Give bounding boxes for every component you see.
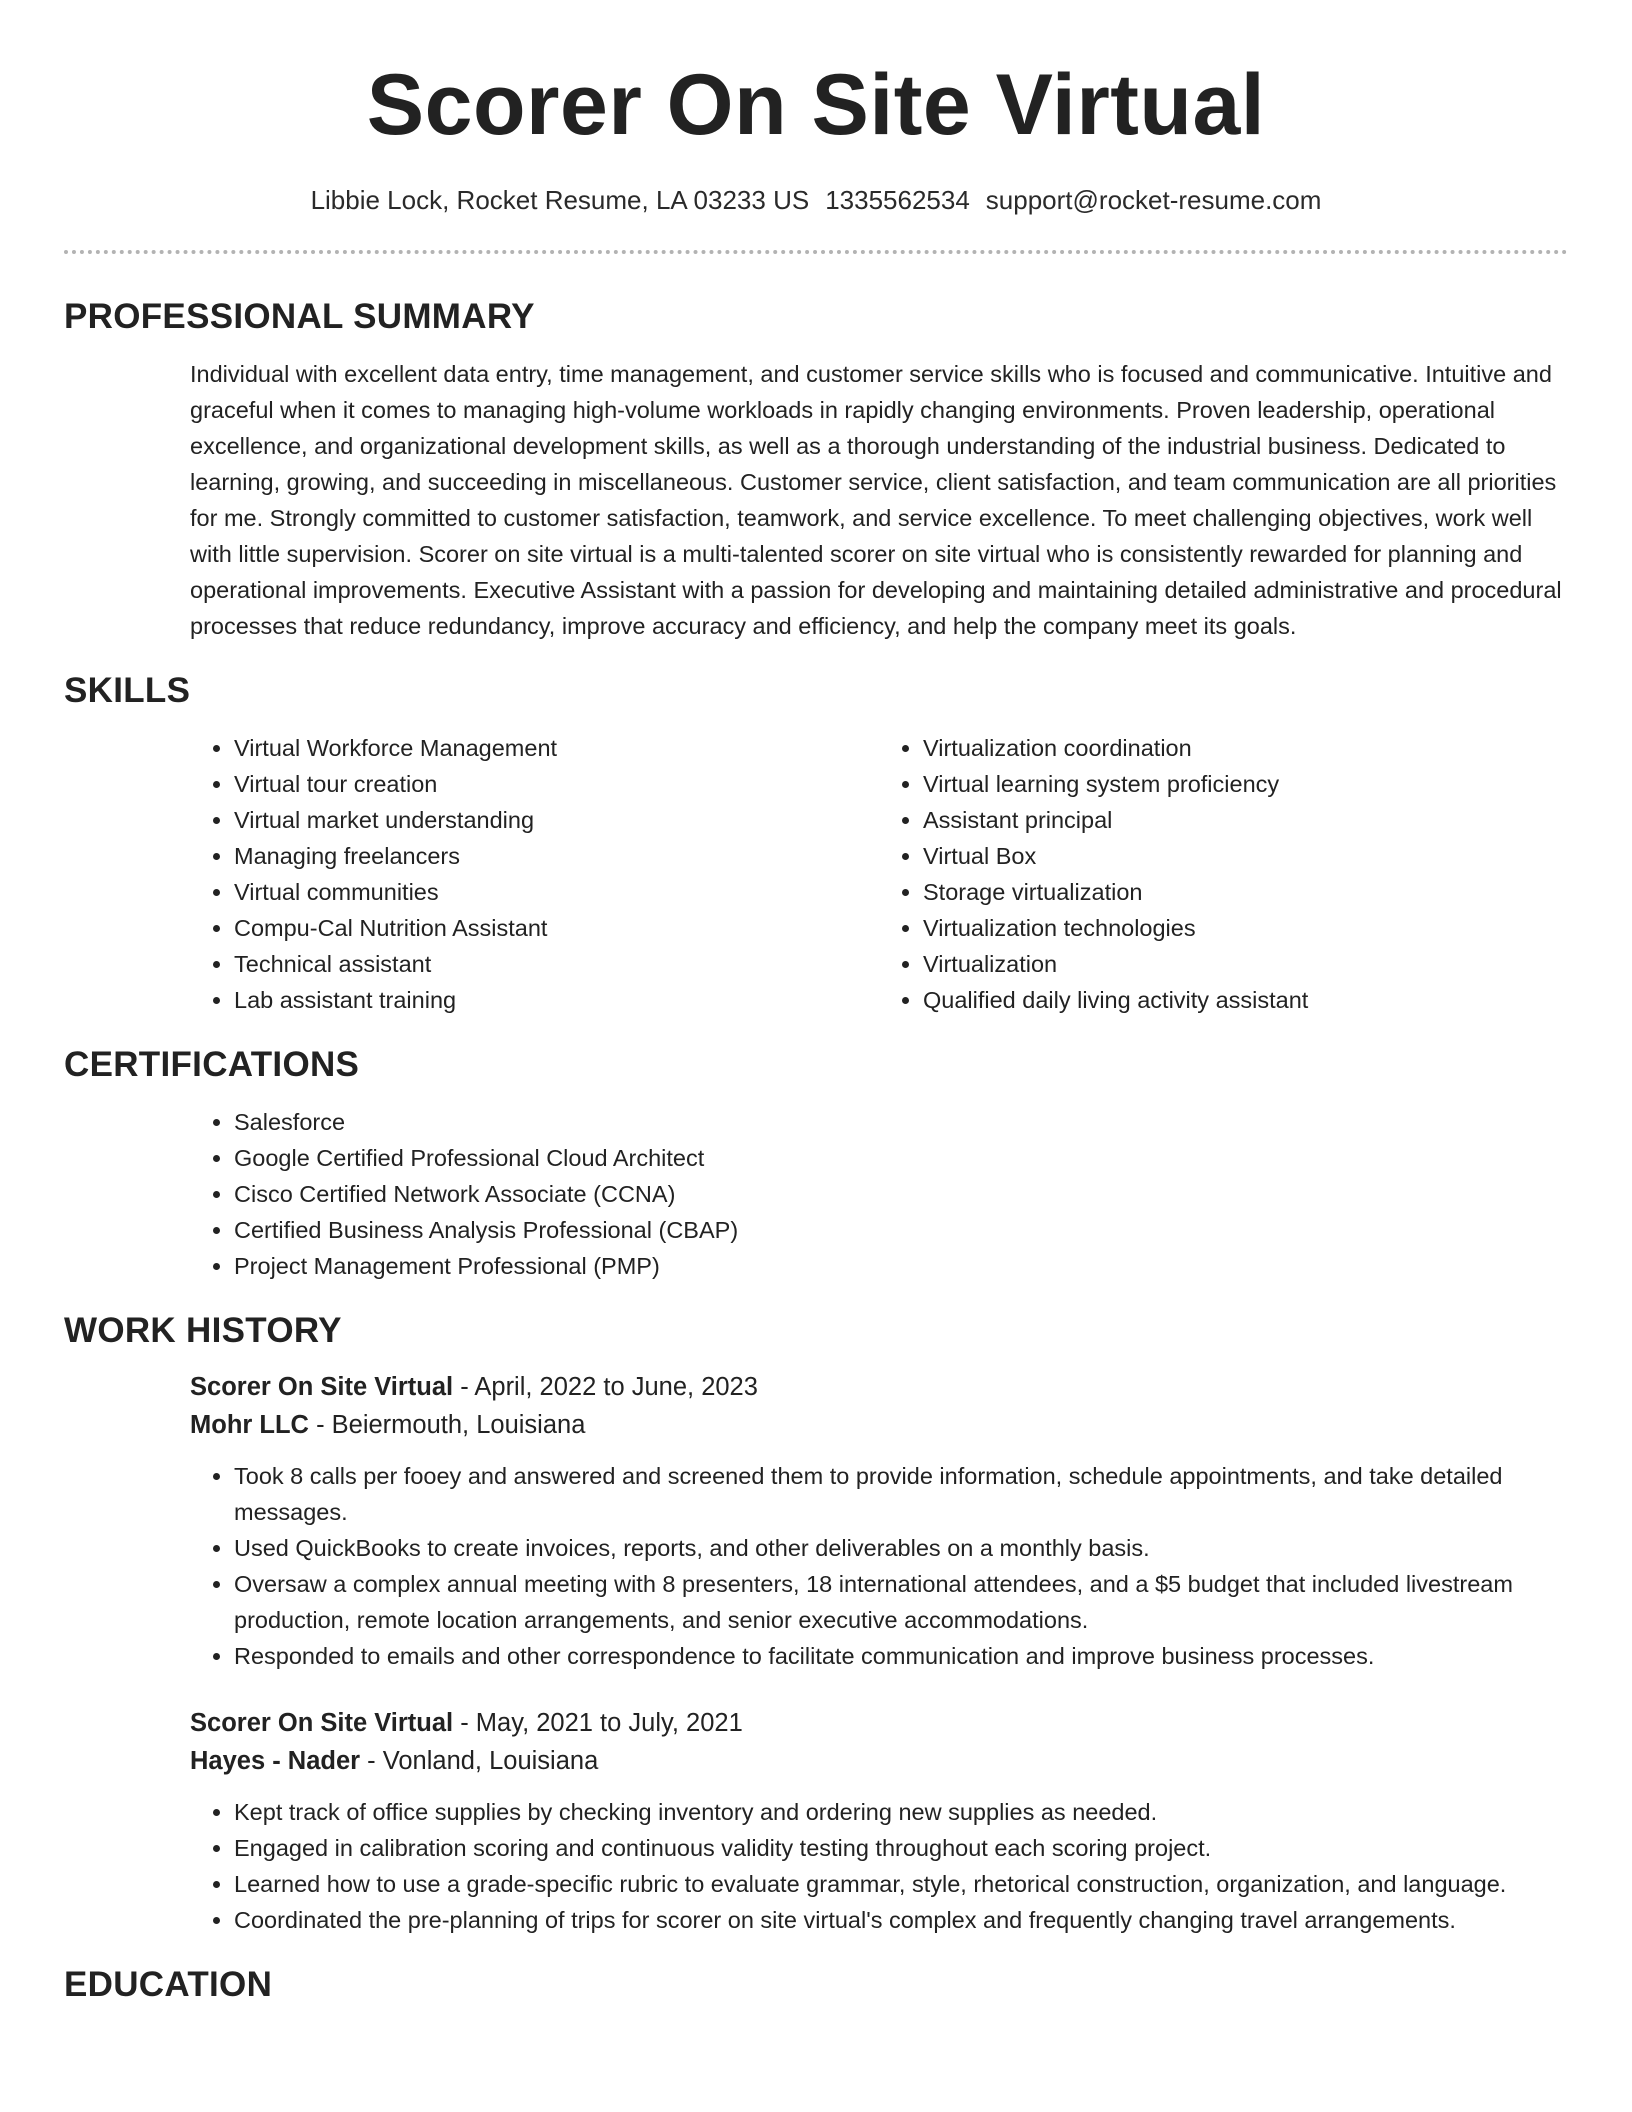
skill-item: • Virtualization xyxy=(923,946,1568,982)
job-duty: • Coordinated the pre-planning of trips for scorer on site virtual's complex and frequently changing travel arrangements. xyxy=(234,1902,1568,1938)
skill-item: • Virtual communities xyxy=(234,874,879,910)
certification-item: • Google Certified Professional Cloud Architect xyxy=(234,1140,1568,1176)
job-company: Mohr LLC xyxy=(190,1411,309,1439)
job-entry xyxy=(190,1368,1568,1674)
job-duty: • Took 8 calls per fooey and answered and screened them to provide information, schedule appointments, and take detailed messages. xyxy=(234,1458,1568,1530)
job-company: Hayes - Nader xyxy=(190,1747,361,1775)
job-duty: • Learned how to use a grade-specific rubric to evaluate grammar, style, rhetorical construction, organization, and language. xyxy=(234,1866,1568,1902)
skill-item: • Lab assistant training xyxy=(234,982,879,1018)
work-history-heading: WORK HISTORY xyxy=(64,1311,342,1350)
contact-address: Libbie Lock, Rocket Resume, LA 03233 US xyxy=(310,185,810,215)
job-location: - Vonland, Louisiana xyxy=(360,1747,599,1775)
summary-text: Individual with excellent data entry, time management, and customer service skills who is focused and communicative. Intuitive and graceful when it comes to managing high-volume workloads in rapidly changing environments. Proven leadership, operational excellence, and organizational development skills, as well as a thorough understanding of the industrial business. Dedicated to learning, growing, and succeeding in miscellaneous. Customer service, client satisfaction, and team communication are all priorities for me. Strongly committed to customer satisfaction, teamwork, and service excellence. To meet challenging objectives, work well with little supervision. Scorer on site virtual is a multi-talented scorer on site virtual who is consistently rewarded for planning and operational improvements. Executive Assistant with a passion for developing and maintaining detailed administrative and procedural processes that reduce redundancy, improve accuracy and efficiency, and help the company meet its goals. xyxy=(190,361,1562,639)
skill-item: • Storage virtualization xyxy=(923,874,1568,910)
contact-email: support@rocket-resume.com xyxy=(985,185,1322,215)
skills-heading: SKILLS xyxy=(64,671,191,710)
job-company-line xyxy=(190,1742,1568,1780)
skill-item: • Virtual learning system proficiency xyxy=(923,766,1568,802)
skill-item: • Virtualization coordination xyxy=(923,730,1568,766)
job-dates: - April, 2022 to June, 2023 xyxy=(453,1373,758,1401)
skills-list-right xyxy=(879,730,1568,1018)
contact-line xyxy=(64,184,1568,216)
job-position: Scorer On Site Virtual xyxy=(190,1373,454,1401)
job-position: Scorer On Site Virtual xyxy=(190,1709,454,1737)
skill-item: • Virtual tour creation xyxy=(234,766,879,802)
certifications-heading: CERTIFICATIONS xyxy=(64,1045,360,1084)
skill-item: • Virtual market understanding xyxy=(234,802,879,838)
job-duty: • Engaged in calibration scoring and continuous validity testing throughout each scoring project. xyxy=(234,1830,1568,1866)
certifications-block xyxy=(190,1104,1568,1284)
candidate-name: Scorer On Site Virtual xyxy=(366,57,1266,153)
skills-list-left xyxy=(190,730,879,1018)
header-divider xyxy=(64,250,1568,254)
job-duties-list xyxy=(190,1794,1568,1938)
job-duty: • Responded to emails and other correspondence to facilitate communication and improve business processes. xyxy=(234,1638,1568,1674)
contact-phone: 1335562534 xyxy=(825,185,970,215)
skill-item: • Virtual Workforce Management xyxy=(234,730,879,766)
certification-item: • Salesforce xyxy=(234,1104,1568,1140)
job-duty: • Oversaw a complex annual meeting with 8 presenters, 18 international attendees, and a $5 budget that included livestream production, remote location arrangements, and senior executive accommodations. xyxy=(234,1566,1568,1638)
resume-page xyxy=(64,0,1568,2006)
job-duty: • Kept track of office supplies by checking inventory and ordering new supplies as needed. xyxy=(234,1794,1568,1830)
job-location: - Beiermouth, Louisiana xyxy=(308,1411,586,1439)
certifications-list xyxy=(190,1104,1568,1284)
job-company-line xyxy=(190,1406,1568,1444)
skill-item: • Managing freelancers xyxy=(234,838,879,874)
summary-heading: PROFESSIONAL SUMMARY xyxy=(64,297,535,336)
skill-item: • Virtualization technologies xyxy=(923,910,1568,946)
job-title-line xyxy=(190,1368,1568,1406)
certification-item: • Cisco Certified Network Associate (CCNA) xyxy=(234,1176,1568,1212)
skill-item: • Assistant principal xyxy=(923,802,1568,838)
skill-item: • Virtual Box xyxy=(923,838,1568,874)
job-dates: - May, 2021 to July, 2021 xyxy=(453,1709,743,1737)
certification-item: • Certified Business Analysis Professional (CBAP) xyxy=(234,1212,1568,1248)
skill-item: • Compu-Cal Nutrition Assistant xyxy=(234,910,879,946)
skill-item: • Qualified daily living activity assistant xyxy=(923,982,1568,1018)
education-heading: EDUCATION xyxy=(64,1965,273,2004)
skill-item: • Technical assistant xyxy=(234,946,879,982)
job-duties-list xyxy=(190,1458,1568,1674)
skills-columns xyxy=(190,730,1568,1018)
job-entry xyxy=(190,1704,1568,1938)
job-title-line xyxy=(190,1704,1568,1742)
job-duty: • Used QuickBooks to create invoices, reports, and other deliverables on a monthly basis. xyxy=(234,1530,1568,1566)
certification-item: • Project Management Professional (PMP) xyxy=(234,1248,1568,1284)
